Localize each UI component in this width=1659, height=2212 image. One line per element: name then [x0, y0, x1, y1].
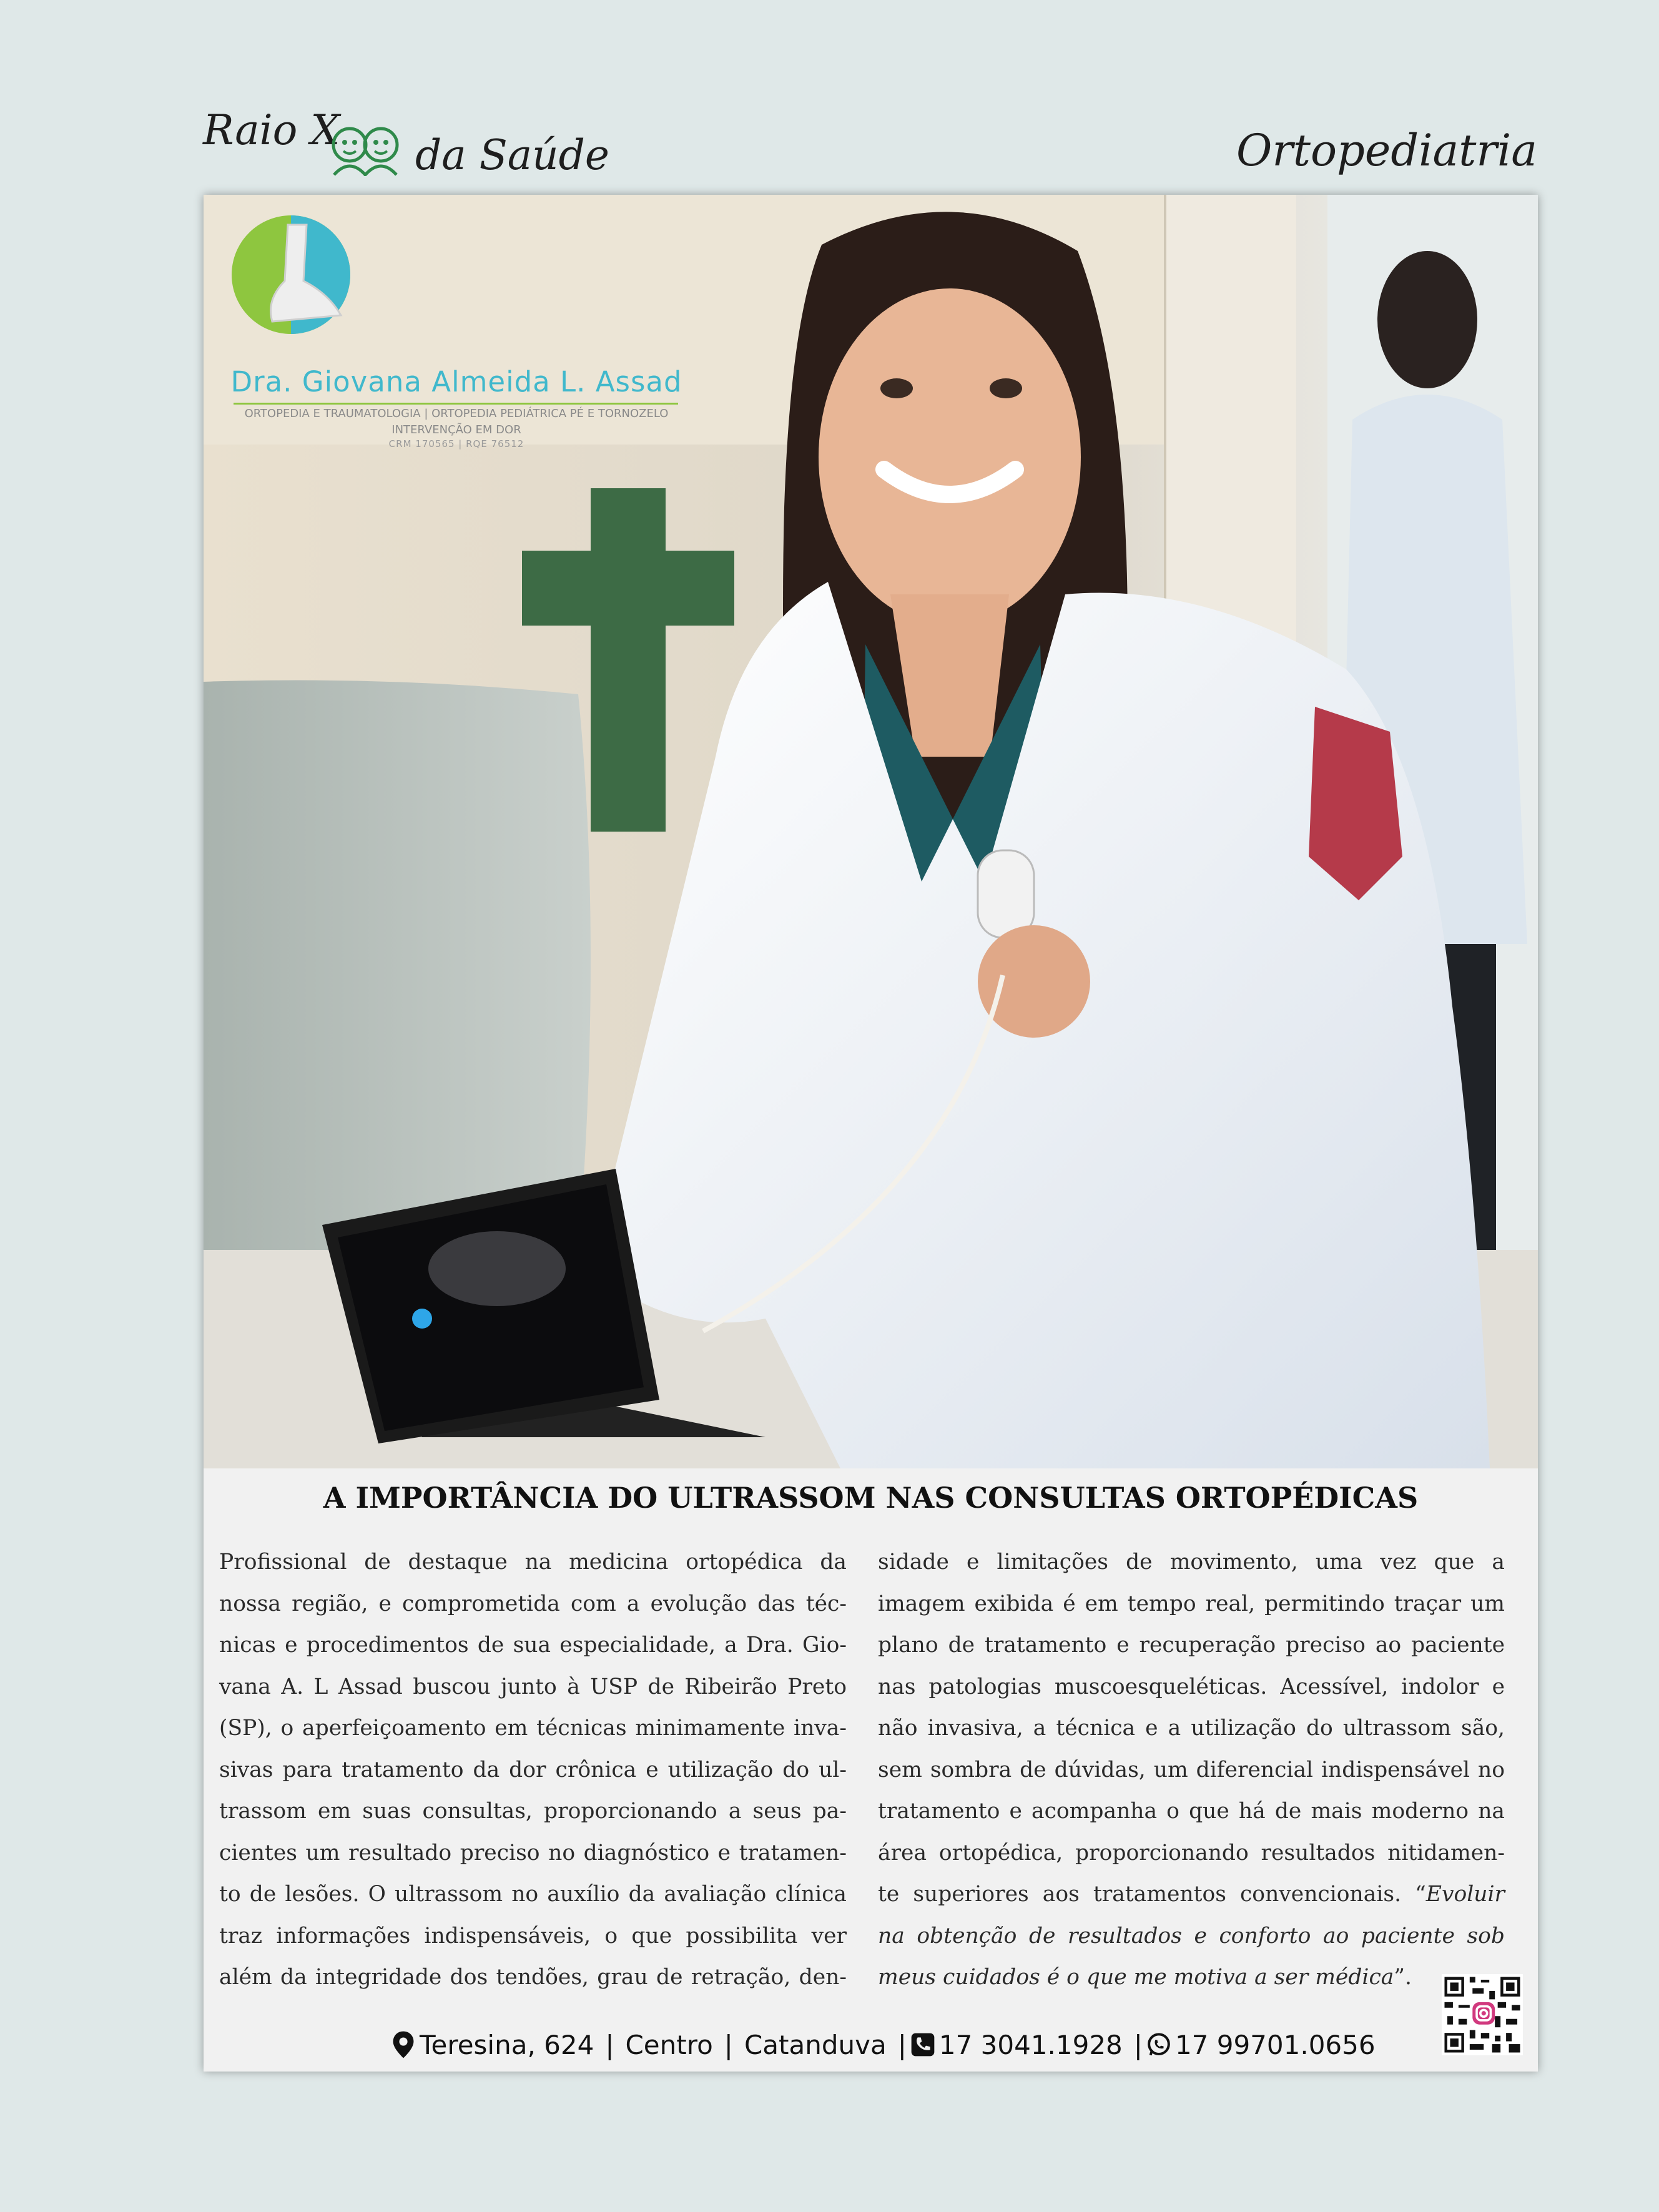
text-line: não invasiva, a técnica e a utilização do ultrassom são,	[878, 1716, 1505, 1741]
specialties-line2: INTERVENÇÃO EM DOR	[391, 423, 521, 436]
text-line: (SP), o aperfeiçoamento em técnicas minimamente inva-	[219, 1716, 847, 1741]
article-column-2	[878, 1541, 1505, 1998]
clinic-specialties	[229, 406, 684, 438]
clinic-name: Dra. Giovana Almeida L. Assad	[230, 365, 682, 398]
text-line: área ortopédica, proporcionando resultados nitidamen-	[878, 1840, 1505, 1865]
text-line	[878, 1874, 1505, 1915]
text-line: além da integridade dos tendões, grau de retração, den-	[219, 1965, 847, 1990]
registration-number: CRM 170565 | RQE 76512	[388, 438, 524, 450]
brand-part1: Raio X	[203, 106, 340, 154]
text-line: trassom em suas consultas, proporcionando a seus pa-	[219, 1799, 847, 1824]
quote-line: na obtenção de resultados e conforto ao paciente sob	[878, 1923, 1505, 1949]
article-column-1	[219, 1541, 847, 1998]
whatsapp-icon	[1146, 2030, 1171, 2059]
kids-logo-icon	[322, 120, 409, 176]
phone-number: 17 3041.1928	[938, 2029, 1123, 2060]
district: Centro	[625, 2029, 713, 2060]
text-line: traz informações indispensáveis, o que possibilita ver	[219, 1923, 847, 1949]
text-line	[878, 1957, 1505, 1998]
address: Teresina, 624	[420, 2029, 594, 2060]
text-line: to de lesões. O ultrassom no auxílio da avaliação clínica	[219, 1882, 847, 1907]
separator: |	[724, 2029, 733, 2060]
text-line: sivas para tratamento da dor crônica e utilização do ul-	[219, 1757, 847, 1782]
foot-logo-icon	[229, 212, 353, 337]
separator: |	[605, 2029, 614, 2060]
text-line: imagem exibida é em tempo real, permitindo traçar um	[878, 1591, 1505, 1616]
map-pin-icon	[391, 2030, 416, 2059]
quote-end: meus cuidados é o que me motiva a ser médica	[878, 1965, 1394, 1990]
text-line: Profissional de destaque na medicina ortopédica da	[219, 1550, 847, 1575]
magazine-brand	[203, 106, 640, 187]
clinic-logo	[229, 212, 684, 637]
city: Catanduva	[744, 2029, 887, 2060]
brand-part2: da Saúde	[415, 131, 609, 179]
quote-close: ”.	[1394, 1965, 1412, 1990]
text-line: sidade e limitações de movimento, uma vez que a	[878, 1550, 1505, 1575]
text-line: nicas e procedimentos de sua especialidade, a Dra. Gio-	[219, 1633, 847, 1658]
qr-code-icon[interactable]	[1442, 1974, 1523, 2055]
article-panel	[204, 195, 1538, 2072]
separator: |	[897, 2029, 907, 2060]
contact-footer	[391, 2026, 1390, 2063]
section-title: Ortopediatria	[1236, 125, 1537, 176]
logo-rule	[234, 403, 678, 405]
text-line: cientes um resultado preciso no diagnóstico e tratamen-	[219, 1840, 847, 1865]
text-line: nas patologias muscoesqueléticas. Acessível, indolor e	[878, 1674, 1505, 1699]
whatsapp-number: 17 99701.0656	[1174, 2029, 1376, 2060]
text-line: plano de tratamento e recuperação preciso ao paciente	[878, 1633, 1505, 1658]
separator: |	[1133, 2029, 1143, 2060]
text-line: vana A. L Assad buscou junto à USP de Ribeirão Preto	[219, 1674, 847, 1699]
text-line: sem sombra de dúvidas, um diferencial indispensável no	[878, 1757, 1505, 1782]
phone-icon	[910, 2030, 935, 2059]
specialties-line1: ORTOPEDIA E TRAUMATOLOGIA | ORTOPEDIA PEDIÁTRICA PÉ E TORNOZELO	[244, 407, 669, 420]
article-title: A IMPORTÂNCIA DO ULTRASSOM NAS CONSULTAS ORTOPÉDICAS	[323, 1481, 1419, 1515]
quote-start: Evoluir	[1425, 1882, 1505, 1907]
text-plain: te superiores aos tratamentos convencionais. “	[878, 1882, 1426, 1907]
doctor-photo	[204, 195, 1538, 1468]
text-line: tratamento e acompanha o que há de mais moderno na	[878, 1799, 1505, 1824]
text-line: nossa região, e comprometida com a evolução das téc-	[219, 1591, 847, 1616]
